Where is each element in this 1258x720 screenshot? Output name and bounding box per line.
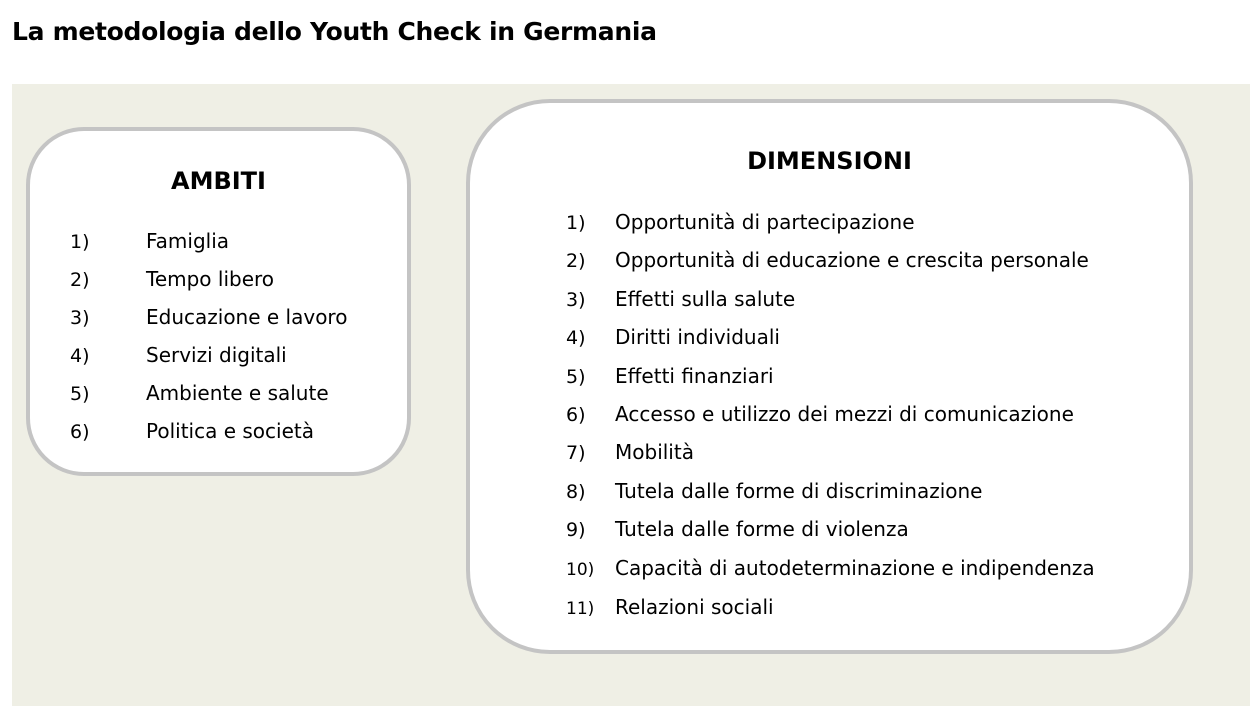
dimensioni-item-label: Tutela dalle forme di discriminazione xyxy=(615,478,983,503)
dimensioni-item-label: Mobilità xyxy=(615,440,694,465)
ambiti-item-number: 3) xyxy=(70,307,90,329)
ambiti-item-label: Politica e società xyxy=(146,419,314,443)
ambiti-item-label: Famiglia xyxy=(146,229,230,253)
dimensioni-box xyxy=(466,99,1193,654)
dimensioni-item-number: 5) xyxy=(566,365,586,388)
page-title: La metodologia dello Youth Check in Germania xyxy=(12,17,657,46)
ambiti-item-number: 1) xyxy=(70,231,90,253)
dimensioni-item xyxy=(566,242,1095,280)
ambiti-item xyxy=(70,413,347,451)
dimensioni-item-number: 3) xyxy=(566,288,586,311)
dimensioni-item xyxy=(566,204,1095,242)
ambiti-item xyxy=(70,375,347,413)
dimensioni-item-label: Relazioni sociali xyxy=(615,595,774,620)
dimensioni-item-number: 4) xyxy=(566,327,586,350)
dimensioni-item-number: 10) xyxy=(566,559,595,580)
dimensioni-item-label: Opportunità di educazione e crescita personale xyxy=(615,248,1089,273)
dimensioni-item xyxy=(566,434,1095,472)
dimensioni-item-label: Tutela dalle forme di violenza xyxy=(615,517,909,542)
dimensioni-item-label: Capacità di autodeterminazione e indipendenza xyxy=(615,555,1095,580)
dimensioni-item xyxy=(566,281,1095,319)
ambiti-item xyxy=(70,337,347,375)
ambiti-item xyxy=(70,223,347,261)
dimensioni-item-number: 9) xyxy=(566,519,586,542)
dimensioni-item-number: 1) xyxy=(566,212,586,234)
dimensioni-heading: DIMENSIONI xyxy=(747,147,912,175)
dimensioni-item-number: 7) xyxy=(566,442,586,465)
dimensioni-item-number: 6) xyxy=(566,404,586,427)
dimensioni-item-label: Opportunità di partecipazione xyxy=(615,210,915,234)
ambiti-item-label: Servizi digitali xyxy=(146,343,287,367)
dimensioni-item xyxy=(566,319,1095,357)
ambiti-item xyxy=(70,299,347,337)
dimensioni-item xyxy=(566,550,1095,589)
ambiti-item-number: 5) xyxy=(70,383,90,405)
dimensioni-list xyxy=(566,204,1095,628)
dimensioni-item xyxy=(566,511,1095,549)
dimensioni-item-label: Effetti sulla salute xyxy=(615,286,796,311)
diagram-panel xyxy=(12,84,1250,706)
dimensioni-item xyxy=(566,396,1095,434)
ambiti-heading: AMBITI xyxy=(171,167,266,195)
ambiti-box xyxy=(26,127,411,476)
dimensioni-item xyxy=(566,358,1095,396)
dimensioni-item-number: 2) xyxy=(566,250,586,273)
ambiti-item-label: Educazione e lavoro xyxy=(146,305,348,329)
dimensioni-item-number: 11) xyxy=(566,599,595,620)
ambiti-list xyxy=(70,223,347,451)
dimensioni-item-label: Diritti individuali xyxy=(615,325,780,350)
ambiti-item-number: 2) xyxy=(70,269,90,291)
dimensioni-item xyxy=(566,589,1095,628)
dimensioni-item-label: Accesso e utilizzo dei mezzi di comunicazione xyxy=(615,402,1074,427)
ambiti-item-label: Tempo libero xyxy=(146,267,275,291)
dimensioni-item-label: Effetti finanziari xyxy=(615,363,774,388)
ambiti-item xyxy=(70,261,347,299)
ambiti-item-number: 6) xyxy=(70,421,90,443)
ambiti-item-number: 4) xyxy=(70,345,90,367)
dimensioni-item xyxy=(566,473,1095,511)
dimensioni-item-number: 8) xyxy=(566,480,586,503)
ambiti-item-label: Ambiente e salute xyxy=(146,381,329,405)
